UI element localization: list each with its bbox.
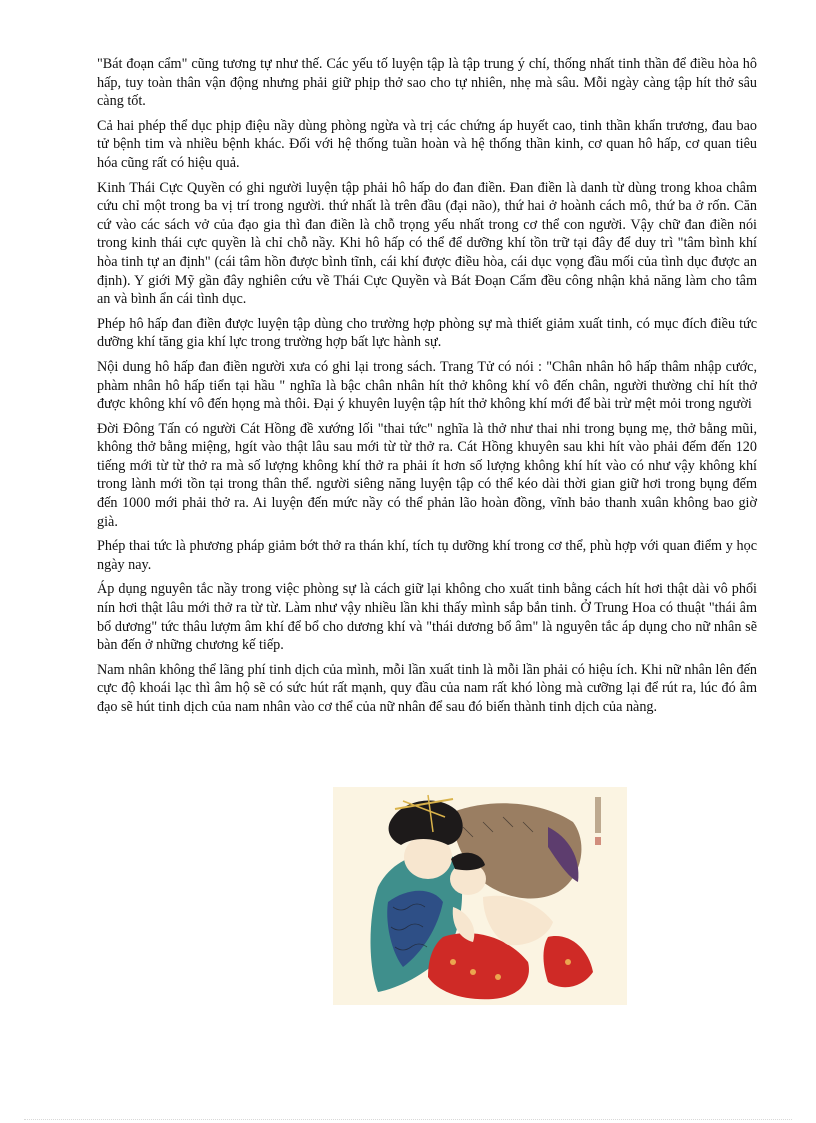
document-body	[97, 55, 757, 723]
woodblock-print-illustration	[333, 787, 627, 1005]
paragraph: Đời Đông Tấn có người Cát Hồng đề xướng lối "thai tức" nghĩa là thở như thai nhi trong bụng mẹ, thở bằng mũi, không thở bằng miệng, hgít vào thật lâu sau mới từ từ thở ra. Cát Hồng khuyên sau khi hít vào phải đếm đến 120 tiếng mới từ từ thở ra mà số lượng không khí thở ra phải ít hơn số lượng không khí hít vào có như vậy không khí trong lành mới tồn tại trong thân thể. người siêng năng luyện tập có thể kéo dài thời gian giữ hơi trong bụng đếm đến 1000 mới phải thở ra. Ai luyện đến mức nầy có thể phản lão hoàn đồng, vĩnh bảo thanh xuân không bao giờ già.	[97, 420, 757, 530]
paragraph: Áp dụng nguyên tắc nầy trong việc phòng sự là cách giữ lại không cho xuất tinh bằng cách hít hơi thật dài vô phổi nín hơi thật lâu mới thở ra từ từ. Làm như vậy nhiều lần khi thấy mình sắp bắn tinh. Ở Trung Hoa có thuật "thái âm bổ dương" tức thâu lượm âm khí để bổ cho dương khí và "thái dương bổ âm" là nguyên tắc áp dụng cho nữ nhân sẽ bàn đến ở những chương kế tiếp.	[97, 581, 757, 654]
paragraph: Kinh Thái Cực Quyền có ghi người luyện tập phải hô hấp do đan điền. Đan điền là danh từ dùng trong khoa châm cứu chỉ một trong ba vị trí trong người. thứ nhất là trên đầu (đại não), thứ hai ở hoành cách mô, thứ ba ở rốn. Căn cứ vào các sách vở của đạo gia thì đan điền là chỗ trọng yếu nhất trong cơ thể con người. Vậy chữ đan điền nói trong kinh thái cực quyền là chỉ chỗ nầy. Khi hô hấp có thể để dưỡng khí tồn trữ tại đây để duy trì "tâm bình khí hòa tinh tự an định" (cái tâm hồn được bình tĩnh, cái khí được điều hòa, cái dục vọng đầu mối của tình dục được an định). Y giới Mỹ gần đây nghiên cứu về Thái Cực Quyền và Bát Đoạn Cẩm đều công nhận khả năng làm cho tâm an và bình ẩn cái tình dục.	[97, 179, 757, 308]
paragraph: Cả hai phép thể dục phịp điệu nầy dùng phòng ngừa và trị các chứng áp huyết cao, tinh thần khẩn trương, đau bao tử bệnh tim và nhiều bệnh khác. Đối với hệ thống tuần hoàn và hệ thống thần kinh, cơ quan hô hấp, cơ quan tiêu hóa cũng rất có hiệu quả.	[97, 117, 757, 171]
paragraph: Phép thai tức là phương pháp giảm bớt thở ra thán khí, tích tụ dưỡng khí trong cơ thể, phù hợp với quan điểm y học ngày nay.	[97, 538, 757, 573]
paragraph: "Bát đoạn cẩm" cũng tương tự như thế. Các yếu tố luyện tập là tập trung ý chí, thống nhất tinh thần để điều hòa hô hấp, tuy toàn thân vận động nhưng phải giữ phịp thở sao cho tự nhiên, nhẹ mà sâu. Mỗi ngày càng tập hít thở sâu càng tốt.	[97, 56, 757, 110]
artist-signature	[595, 797, 601, 845]
paragraph: Phép hô hấp đan điền được luyện tập dùng cho trường hợp phòng sự mà thiết giảm xuất tinh, có mục đích điều tức dưỡng khí tăng gia khí lực trong trường hợp bất lực hành sự.	[97, 315, 757, 351]
paragraph: Nội dung hô hấp đan điền người xưa có ghi lại trong sách. Trang Tử có nói : "Chân nhân hô hấp thâm nhập cước, phàm nhân hô hấp tiển tại hầu " nghĩa là bậc chân nhân hít thở không khí vô đến chân, người thường chỉ hít thở được không khí vô đến họng mà thôi. Đại ý khuyên luyện tập hít thở không khí mới để bài trừ mệt mỏi trong người	[97, 358, 757, 413]
paragraph: Nam nhân không thể lãng phí tinh dịch của mình, mỗi lần xuất tinh là mỗi lần phải có hiệu ích. Khi nữ nhân lên đến cực độ khoái lạc thì âm hộ sẽ có sức hút rất mạnh, quy đầu của nam rất khó lòng mà cưỡng lại để rút ra, lúc đó âm đạo sẽ hút tinh dịch của nam nhân vào cơ thể của nữ nhân để sau đó biến thành tinh dịch của nàng.	[97, 661, 757, 715]
page-bottom-rule	[24, 1119, 792, 1120]
